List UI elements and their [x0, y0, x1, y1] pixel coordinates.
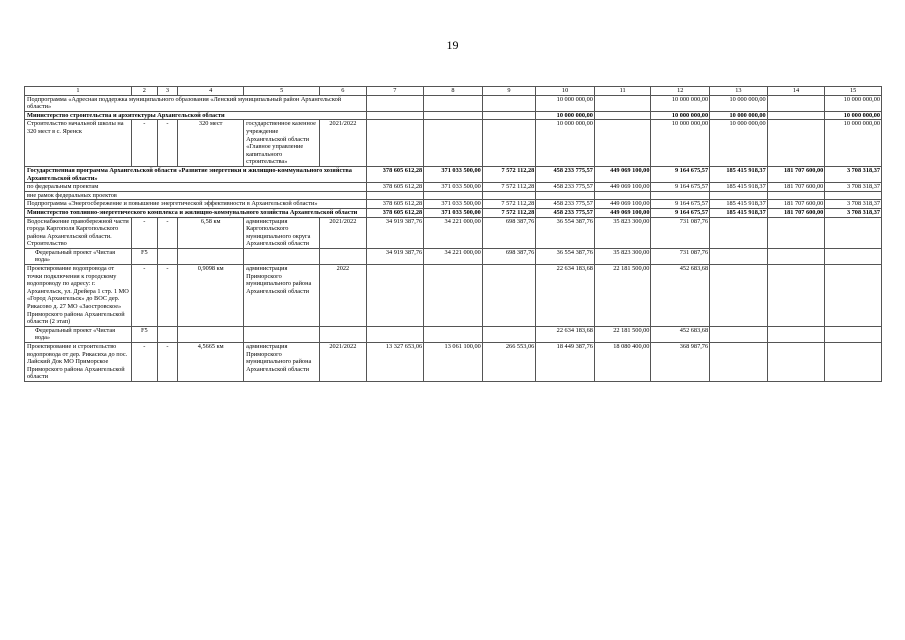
amount-cell [424, 191, 483, 200]
amount-cell: 185 415 918,37 [710, 200, 768, 209]
amount-cell [767, 217, 825, 248]
capacity-cell: 0,9098 км [178, 265, 244, 327]
row-title: по федеральным проектам [25, 183, 367, 192]
amount-cell: 731 087,76 [651, 248, 710, 264]
amount-cell [482, 265, 535, 327]
row-title: Подпрограмма «Адресная поддержка муниципального образования «Ленский муниципальный район Архангельской области» [25, 95, 367, 111]
object-row [25, 248, 882, 264]
amount-cell: 22 634 183,68 [536, 265, 595, 327]
amount-cell [424, 95, 483, 111]
customer-cell: администрация Приморского муниципального района Архангельской области [244, 265, 320, 327]
capacity-cell: 320 мест [178, 120, 244, 167]
amount-cell: 458 233 775,57 [536, 183, 595, 192]
amount-cell: 181 707 600,00 [767, 208, 825, 217]
amount-cell: 449 069 100,00 [594, 166, 651, 182]
amount-cell: 371 033 500,00 [424, 183, 483, 192]
amount-cell: 9 164 675,57 [651, 208, 710, 217]
amount-cell: 22 181 500,00 [594, 265, 651, 327]
summary-row [25, 191, 882, 200]
object-name: Проектирование водопровода от точки подключения к городскому водопроводу по адресу: г. Архангельск, ул. Дрейера 1 стр. 1 МО «Город Архангельск» до ВОС дер. Рикасово д. 27 МО «Заостровское» Приморского района Архангельской области (2 этап) [25, 265, 132, 327]
amount-cell: 34 221 000,00 [424, 248, 483, 264]
code-cell: - [157, 217, 178, 248]
code-cell: F5 [131, 326, 157, 342]
amount-cell: 7 572 112,28 [482, 166, 535, 182]
code-cell: - [157, 343, 178, 382]
period-cell: 2021/2022 [320, 120, 366, 167]
amount-cell [767, 248, 825, 264]
column-number: 7 [366, 87, 424, 96]
amount-cell: 35 823 300,00 [594, 248, 651, 264]
amount-cell [366, 326, 424, 342]
amount-cell: 3 708 318,37 [825, 166, 882, 182]
amount-cell: 18 080 400,00 [594, 343, 651, 382]
amount-cell: 7 572 112,28 [482, 183, 535, 192]
code-cell: F5 [131, 248, 157, 264]
budget-table [24, 86, 882, 382]
summary-row [25, 208, 882, 217]
amount-cell: 449 069 100,00 [594, 183, 651, 192]
capacity-cell [178, 248, 244, 264]
amount-cell: 10 000 000,00 [825, 95, 882, 111]
column-number: 9 [482, 87, 535, 96]
amount-cell [482, 111, 535, 120]
amount-cell: 458 233 775,57 [536, 208, 595, 217]
amount-cell: 181 707 600,00 [767, 166, 825, 182]
amount-cell [594, 95, 651, 111]
customer-cell [244, 326, 320, 342]
code-cell: - [157, 120, 178, 167]
amount-cell [536, 191, 595, 200]
amount-cell [424, 111, 483, 120]
amount-cell: 185 415 918,37 [710, 166, 768, 182]
object-name: Строительство начальной школы на 320 мест в с. Яренск [25, 120, 132, 167]
capacity-cell: 6,58 км [178, 217, 244, 248]
amount-cell: 10 000 000,00 [825, 111, 882, 120]
amount-cell: 181 707 600,00 [767, 200, 825, 209]
amount-cell [825, 326, 882, 342]
customer-cell: администрация Приморского муниципального района Архангельской области [244, 343, 320, 382]
amount-cell [366, 191, 424, 200]
amount-cell [594, 111, 651, 120]
amount-cell: 34 919 387,76 [366, 217, 424, 248]
amount-cell: 371 033 500,00 [424, 166, 483, 182]
amount-cell [767, 111, 825, 120]
customer-cell: администрация Каргопольского муниципального округа Архангельской области [244, 217, 320, 248]
amount-cell: 18 449 387,76 [536, 343, 595, 382]
header-row [25, 87, 882, 96]
amount-cell [366, 111, 424, 120]
amount-cell: 10 000 000,00 [710, 111, 768, 120]
amount-cell: 3 708 318,37 [825, 208, 882, 217]
amount-cell [710, 217, 768, 248]
column-number: 6 [320, 87, 366, 96]
amount-cell: 266 553,06 [482, 343, 535, 382]
column-number: 4 [178, 87, 244, 96]
summary-row [25, 183, 882, 192]
period-cell: 2021/2022 [320, 217, 366, 248]
amount-cell [825, 343, 882, 382]
amount-cell: 371 033 500,00 [424, 208, 483, 217]
amount-cell [710, 191, 768, 200]
amount-cell: 371 033 500,00 [424, 200, 483, 209]
amount-cell [767, 191, 825, 200]
amount-cell [767, 343, 825, 382]
amount-cell [825, 265, 882, 327]
amount-cell: 34 919 387,76 [366, 248, 424, 264]
code-cell: - [157, 265, 178, 327]
amount-cell: 185 415 918,37 [710, 208, 768, 217]
amount-cell: 3 708 318,37 [825, 200, 882, 209]
row-title: Государственная программа Архангельской области «Развитие энергетики и жилищно-коммунального хозяйства Архангельской области» [25, 166, 367, 182]
column-number: 10 [536, 87, 595, 96]
object-name: Водоснабжение правобережной части города Каргополя Каргопольского района Архангельской области. Строительство [25, 217, 132, 248]
amount-cell: 9 164 675,57 [651, 183, 710, 192]
amount-cell: 9 164 675,57 [651, 166, 710, 182]
capacity-cell: 4,5665 км [178, 343, 244, 382]
period-cell [320, 248, 366, 264]
object-row [25, 120, 882, 167]
period-cell [320, 326, 366, 342]
page-number: 19 [446, 38, 459, 52]
amount-cell: 7 572 112,28 [482, 208, 535, 217]
amount-cell: 10 000 000,00 [710, 120, 768, 167]
code-cell: - [131, 265, 157, 327]
amount-cell: 10 000 000,00 [825, 120, 882, 167]
amount-cell: 22 181 500,00 [594, 326, 651, 342]
amount-cell [424, 326, 483, 342]
row-title: Министерство топливно-энергетического комплекса и жилищно-коммунального хозяйства Архангельской области [25, 208, 367, 217]
amount-cell: 13 061 100,00 [424, 343, 483, 382]
amount-cell: 458 233 775,57 [536, 166, 595, 182]
amount-cell: 378 605 612,28 [366, 200, 424, 209]
column-number: 12 [651, 87, 710, 96]
amount-cell: 10 000 000,00 [651, 120, 710, 167]
amount-cell: 449 069 100,00 [594, 200, 651, 209]
code-cell: - [131, 217, 157, 248]
amount-cell [767, 95, 825, 111]
code-cell [157, 248, 178, 264]
amount-cell [825, 217, 882, 248]
amount-cell: 36 554 387,76 [536, 248, 595, 264]
capacity-cell [178, 326, 244, 342]
amount-cell: 34 221 000,00 [424, 217, 483, 248]
amount-cell: 449 069 100,00 [594, 208, 651, 217]
amount-cell [366, 95, 424, 111]
amount-cell: 13 327 653,06 [366, 343, 424, 382]
amount-cell: 378 605 612,28 [366, 166, 424, 182]
column-number: 5 [244, 87, 320, 96]
amount-cell: 378 605 612,28 [366, 183, 424, 192]
amount-cell: 35 823 300,00 [594, 217, 651, 248]
amount-cell [424, 120, 483, 167]
object-row [25, 343, 882, 382]
amount-cell: 698 387,76 [482, 248, 535, 264]
row-title: вне рамок федеральных проектов [25, 191, 367, 200]
customer-cell: государственное казенное учреждение Архангельской области «Главное управление капитального строительства» [244, 120, 320, 167]
amount-cell: 36 554 387,76 [536, 217, 595, 248]
amount-cell [767, 120, 825, 167]
amount-cell: 10 000 000,00 [710, 95, 768, 111]
amount-cell [767, 326, 825, 342]
amount-cell: 378 605 612,28 [366, 208, 424, 217]
amount-cell: 9 164 675,57 [651, 200, 710, 209]
amount-cell [710, 343, 768, 382]
amount-cell [710, 248, 768, 264]
column-number: 3 [157, 87, 178, 96]
amount-cell: 10 000 000,00 [651, 111, 710, 120]
column-number: 2 [131, 87, 157, 96]
summary-row [25, 95, 882, 111]
amount-cell: 452 683,68 [651, 265, 710, 327]
amount-cell: 185 415 918,37 [710, 183, 768, 192]
amount-cell: 458 233 775,57 [536, 200, 595, 209]
amount-cell [482, 120, 535, 167]
amount-cell [825, 191, 882, 200]
amount-cell [424, 265, 483, 327]
object-row [25, 265, 882, 327]
amount-cell: 10 000 000,00 [536, 95, 595, 111]
amount-cell [482, 95, 535, 111]
amount-cell: 3 708 318,37 [825, 183, 882, 192]
amount-cell [366, 120, 424, 167]
amount-cell [482, 191, 535, 200]
object-name: Федеральный проект «Чистая вода» [25, 248, 132, 264]
amount-cell: 698 387,76 [482, 217, 535, 248]
column-number: 1 [25, 87, 132, 96]
column-number: 15 [825, 87, 882, 96]
column-number: 13 [710, 87, 768, 96]
amount-cell: 368 987,76 [651, 343, 710, 382]
column-number: 11 [594, 87, 651, 96]
summary-row [25, 166, 882, 182]
code-cell [157, 326, 178, 342]
summary-row [25, 111, 882, 120]
amount-cell [651, 191, 710, 200]
period-cell: 2022 [320, 265, 366, 327]
object-row [25, 217, 882, 248]
amount-cell [482, 326, 535, 342]
amount-cell [710, 265, 768, 327]
column-number: 14 [767, 87, 825, 96]
amount-cell [767, 265, 825, 327]
amount-cell: 731 087,76 [651, 217, 710, 248]
amount-cell [594, 191, 651, 200]
amount-cell [710, 326, 768, 342]
amount-cell: 10 000 000,00 [651, 95, 710, 111]
customer-cell [244, 248, 320, 264]
object-row [25, 326, 882, 342]
object-name: Проектирование и строительство водопровода от дер. Рикасиха до пос. Лайский Док МО Приморское Приморского района Архангельской области [25, 343, 132, 382]
object-name: Федеральный проект «Чистая вода» [25, 326, 132, 342]
amount-cell: 22 634 183,68 [536, 326, 595, 342]
amount-cell: 10 000 000,00 [536, 111, 595, 120]
amount-cell: 452 683,68 [651, 326, 710, 342]
amount-cell [825, 248, 882, 264]
amount-cell: 181 707 600,00 [767, 183, 825, 192]
code-cell: - [131, 120, 157, 167]
amount-cell: 10 000 000,00 [536, 120, 595, 167]
summary-row [25, 200, 882, 209]
period-cell: 2021/2022 [320, 343, 366, 382]
amount-cell [594, 120, 651, 167]
row-title: Министерство строительства и архитектуры Архангельской области [25, 111, 367, 120]
row-title: Подпрограмма «Энергосбережение и повышение энергетической эффективности в Архангельской области» [25, 200, 367, 209]
column-number: 8 [424, 87, 483, 96]
amount-cell [366, 265, 424, 327]
amount-cell: 7 572 112,28 [482, 200, 535, 209]
code-cell: - [131, 343, 157, 382]
